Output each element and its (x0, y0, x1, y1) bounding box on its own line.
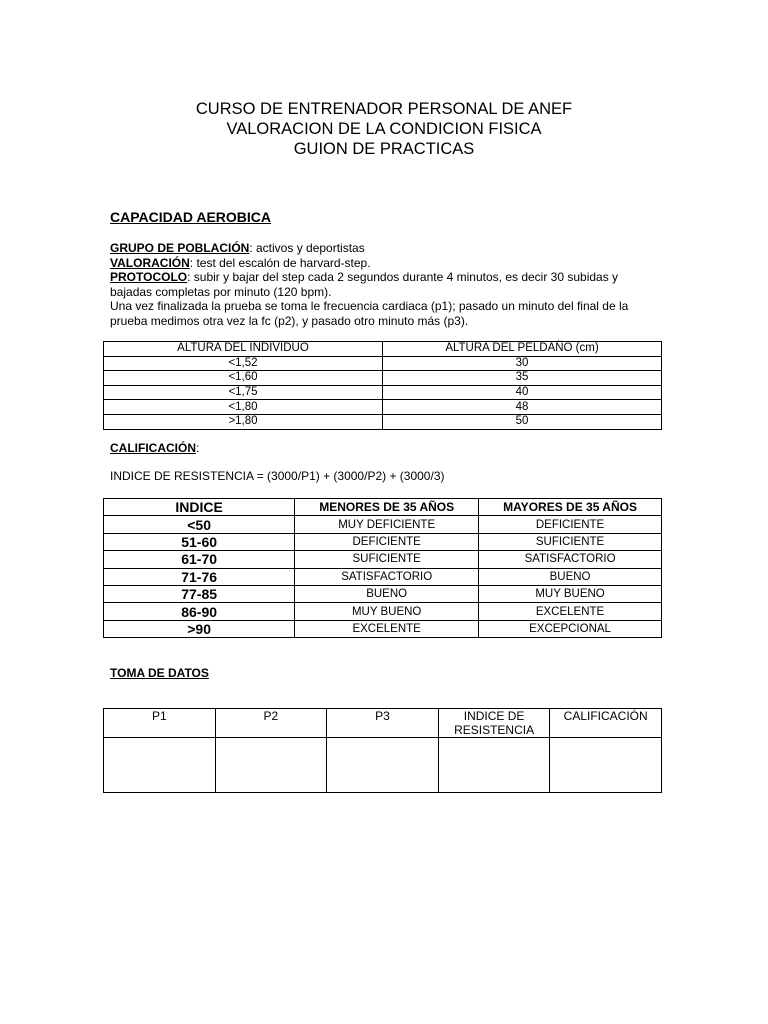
table-header-cell: INDICE DE RESISTENCIA (438, 709, 550, 738)
table-row (104, 356, 662, 371)
table-cell: <1,75 (104, 385, 383, 400)
index-cell: 86-90 (104, 603, 295, 620)
table-row (104, 414, 662, 429)
table-cell: 40 (383, 385, 662, 400)
grupo-line (110, 241, 662, 256)
table-cell: SATISFACTORIO (479, 551, 662, 568)
entry-cell-p2[interactable] (215, 738, 327, 793)
table-header-cell: INDICE (104, 499, 295, 516)
table-cell: 35 (383, 371, 662, 386)
entry-cell-p3[interactable] (327, 738, 439, 793)
title-line-3: GUION DE PRACTICAS (293, 140, 475, 158)
table-cell: <1,60 (104, 371, 383, 386)
toma-heading: TOMA DE DATOS (110, 666, 209, 680)
resistance-formula: INDICE DE RESISTENCIA = (3000/P1) + (3000/P2) + (3000/3) (110, 469, 445, 483)
table-cell: BUENO (295, 585, 479, 602)
index-cell: 77-85 (104, 585, 295, 602)
table-row (104, 568, 662, 585)
data-entry-table (103, 708, 662, 793)
table-header-cell: P1 (104, 709, 216, 738)
table-row (104, 585, 662, 602)
entry-cell-calificacion[interactable] (550, 738, 662, 793)
table-header-row (104, 499, 662, 516)
index-table (103, 498, 662, 638)
entry-cell-p1[interactable] (104, 738, 216, 793)
calificacion-heading (110, 441, 199, 455)
valoracion-line (110, 256, 662, 271)
table-row (104, 551, 662, 568)
table-row (104, 533, 662, 550)
table-row (104, 385, 662, 400)
table-header-cell: ALTURA DEL INDIVIDUO (104, 342, 383, 357)
table-row (104, 603, 662, 620)
table-row (104, 400, 662, 415)
title-line-2: VALORACION DE LA CONDICION FISICA (226, 120, 542, 138)
table-cell: <1,52 (104, 356, 383, 371)
protocolo-text: : subir y bajar del step cada 2 segundos durante 4 minutos, es decir 30 subidas y bajadas completas por minuto (120 bpm). (110, 270, 619, 299)
index-cell: 51-60 (104, 533, 295, 550)
entry-cell-indice[interactable] (438, 738, 550, 793)
table-header-cell: MENORES DE 35 AÑOS (295, 499, 479, 516)
procedure-paragraph: Una vez finalizada la prueba se toma le frecuencia cardiaca (p1); pasado un minuto del final de la prueba medimos otra vez la fc (p2), y pasado otro minuto más (p3). (110, 299, 629, 328)
index-cell: <50 (104, 516, 295, 533)
valoracion-label: VALORACIÓN (110, 255, 190, 270)
index-cell: >90 (104, 620, 295, 637)
table-cell: 48 (383, 400, 662, 415)
table-cell: SATISFACTORIO (295, 568, 479, 585)
table-cell: BUENO (479, 568, 662, 585)
table-header-cell: CALIFICACIÓN (550, 709, 662, 738)
test-description (110, 241, 662, 328)
table-cell: DEFICIENTE (479, 516, 662, 533)
index-cell: 61-70 (104, 551, 295, 568)
table-header-cell: ALTURA DEL PELDAÑO (cm) (383, 342, 662, 357)
table-cell: <1,80 (104, 400, 383, 415)
table-row (104, 620, 662, 637)
table-row (104, 516, 662, 533)
table-header-row (104, 709, 662, 738)
table-cell: DEFICIENTE (295, 533, 479, 550)
grupo-text: : activos y deportistas (249, 241, 365, 255)
valoracion-text: : test del escalón de harvard-step. (189, 255, 371, 270)
table-row (104, 738, 662, 793)
table-cell: >1,80 (104, 414, 383, 429)
table-cell: MUY DEFICIENTE (295, 516, 479, 533)
table-cell: MUY BUENO (479, 585, 662, 602)
table-cell: 50 (383, 414, 662, 429)
protocolo-line (110, 270, 662, 299)
table-cell: EXCEPCIONAL (479, 620, 662, 637)
document-title (0, 99, 768, 159)
table-cell: MUY BUENO (295, 603, 479, 620)
table-header-cell: P3 (327, 709, 439, 738)
height-table (103, 341, 662, 430)
grupo-label: GRUPO DE POBLACIÓN (110, 241, 250, 255)
table-cell: SUFICIENTE (479, 533, 662, 550)
table-cell: SUFICIENTE (295, 551, 479, 568)
calificacion-heading-text: CALIFICACIÓN (110, 441, 196, 455)
protocolo-label: PROTOCOLO (110, 270, 188, 284)
table-header-cell: MAYORES DE 35 AÑOS (479, 499, 662, 516)
table-row (104, 371, 662, 386)
table-cell: EXCELENTE (295, 620, 479, 637)
title-line-1: CURSO DE ENTRENADOR PERSONAL DE ANEF (195, 100, 573, 118)
section-heading: CAPACIDAD AEROBICA (110, 209, 271, 225)
index-cell: 71-76 (104, 568, 295, 585)
table-cell: EXCELENTE (479, 603, 662, 620)
table-header-row (104, 342, 662, 357)
table-header-cell: P2 (215, 709, 327, 738)
calificacion-heading-suffix: : (196, 441, 200, 455)
table-cell: 30 (383, 356, 662, 371)
